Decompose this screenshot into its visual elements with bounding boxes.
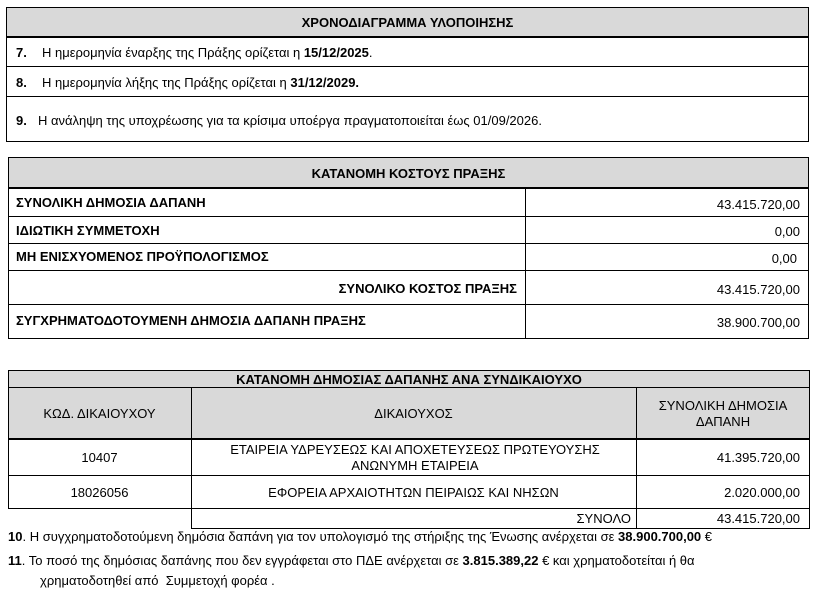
total-right: [809, 508, 810, 529]
item-text: Η ανάληψη της υποχρέωσης για τα κρίσιμα υποέργα πραγματοποιείται έως 01/09/2026.: [38, 112, 542, 128]
note-10: [8, 526, 712, 547]
cost-value-private: 0,00: [774, 224, 800, 239]
total-label: ΣΥΝΟΛΟ: [576, 511, 631, 526]
beneficiary-code: 10407: [81, 450, 118, 465]
item-number: 9.: [16, 112, 27, 128]
end-date: 31/12/2029.: [290, 74, 360, 90]
schedule-item-8: [16, 68, 359, 96]
cost-label-non-supported: ΜΗ ΕΝΙΣΧΥΟΜΕΝΟΣ ΠΡΟΫΠΟΛΟΓΙΣΜΟΣ: [16, 248, 269, 264]
total-value: 43.415.720,00: [716, 511, 800, 526]
note-text: . Το ποσό της δημόσιας δαπάνης που δεν εγγράφεται στο ΠΔΕ ανέρχεται σε: [21, 553, 463, 568]
cofinanced-amount: 38.900.700,00: [618, 529, 702, 544]
beneficiary-amount: 41.395.720,00: [716, 450, 800, 465]
item-tail: .: [368, 44, 373, 60]
row-divider: [6, 66, 809, 67]
non-pde-amount: 3.815.389,22: [462, 553, 539, 568]
cost-label-private: ΙΔΙΩΤΙΚΗ ΣΥΜΜΕΤΟΧΗ: [16, 222, 160, 238]
beneficiary-code: 18026056: [70, 485, 129, 500]
cost-label-total-cost: ΣΥΝΟΛΙΚΟ ΚΟΣΤΟΣ ΠΡΑΞΗΣ: [338, 280, 517, 296]
cost-value-cofinanced: 38.900.700,00: [716, 315, 800, 330]
cost-value-total-cost: 43.415.720,00: [716, 281, 800, 297]
item-text: Η ημερομηνία έναρξης της Πράξης ορίζεται η: [42, 44, 304, 60]
cost-label-total-public: ΣΥΝΟΛΙΚΗ ΔΗΜΟΣΙΑ ΔΑΠΑΝΗ: [16, 195, 206, 210]
schedule-title: ΧΡΟΝΟΔΙΑΓΡΑΜΜΑ ΥΛΟΠΟΙΗΣΗΣ: [301, 15, 514, 30]
item-text: Η ημερομηνία λήξης της Πράξης ορίζεται η: [42, 74, 291, 90]
header-total-public: ΣΥΝΟΛΙΚΗ ΔΗΜΟΣΙΑ ΔΑΠΑΝΗ: [658, 397, 788, 429]
note-tail: € και χρηματοδοτείται ή θα: [538, 553, 695, 568]
item-number: 7.: [16, 44, 27, 60]
cost-value-non-supported: 0,00: [771, 251, 797, 266]
schedule-item-9: [16, 98, 542, 142]
item-number: 8.: [16, 74, 27, 90]
beneficiary-name: ΕΦΟΡΕΙΑ ΑΡΧΑΙΟΤΗΤΩΝ ΠΕΙΡΑΙΩΣ ΚΑΙ ΝΗΣΩΝ: [268, 485, 559, 500]
row-divider: [6, 96, 809, 97]
beneficiaries-title: ΚΑΤΑΝΟΜΗ ΔΗΜΟΣΙΑΣ ΔΑΠΑΝΗΣ ΑΝΑ ΣΥΝΔΙΚΑΙΟΥΧΟ: [236, 371, 582, 387]
header-beneficiary-code: ΚΩΔ. ΔΙΚΑΙΟΥΧΟΥ: [43, 406, 156, 421]
cost-value-total-public: 43.415.720,00: [716, 196, 800, 212]
note-number: 11: [8, 553, 22, 568]
note-11-line2: χρηματοδοτηθεί από Συμμετοχή φορέα .: [40, 573, 275, 588]
note-tail: €: [701, 529, 713, 544]
note-11: [8, 550, 695, 571]
note-number: 10: [8, 529, 23, 544]
note-text: . Η συγχρηματοδοτούμενη δημόσια δαπάνη για τον υπολογισμό της στήριξης της Ένωσης ανέρχεται σε: [22, 529, 619, 544]
header-beneficiary: ΔΙΚΑΙΟΥΧΟΣ: [374, 406, 453, 421]
cost-label-cofinanced: ΣΥΓΧΡΗΜΑΤΟΔΟΤΟΥΜΕΝΗ ΔΗΜΟΣΙΑ ΔΑΠΑΝΗ ΠΡΑΞΗΣ: [16, 312, 366, 328]
start-date: 15/12/2025: [303, 44, 369, 60]
schedule-item-7: [16, 38, 373, 66]
beneficiary-name: ΕΤΑΙΡΕΙΑ ΥΔΡΕΥΣΕΩΣ ΚΑΙ ΑΠΟΧΕΤΕΥΣΕΩΣ ΠΡΩΤΕΥΟΥΣΗΣ ΑΝΩΝΥΜΗ ΕΤΑΙΡΕΙΑ: [230, 441, 600, 473]
cost-title: ΚΑΤΑΝΟΜΗ ΚΟΣΤΟΥΣ ΠΡΑΞΗΣ: [311, 165, 506, 181]
beneficiary-amount: 2.020.000,00: [724, 485, 800, 500]
